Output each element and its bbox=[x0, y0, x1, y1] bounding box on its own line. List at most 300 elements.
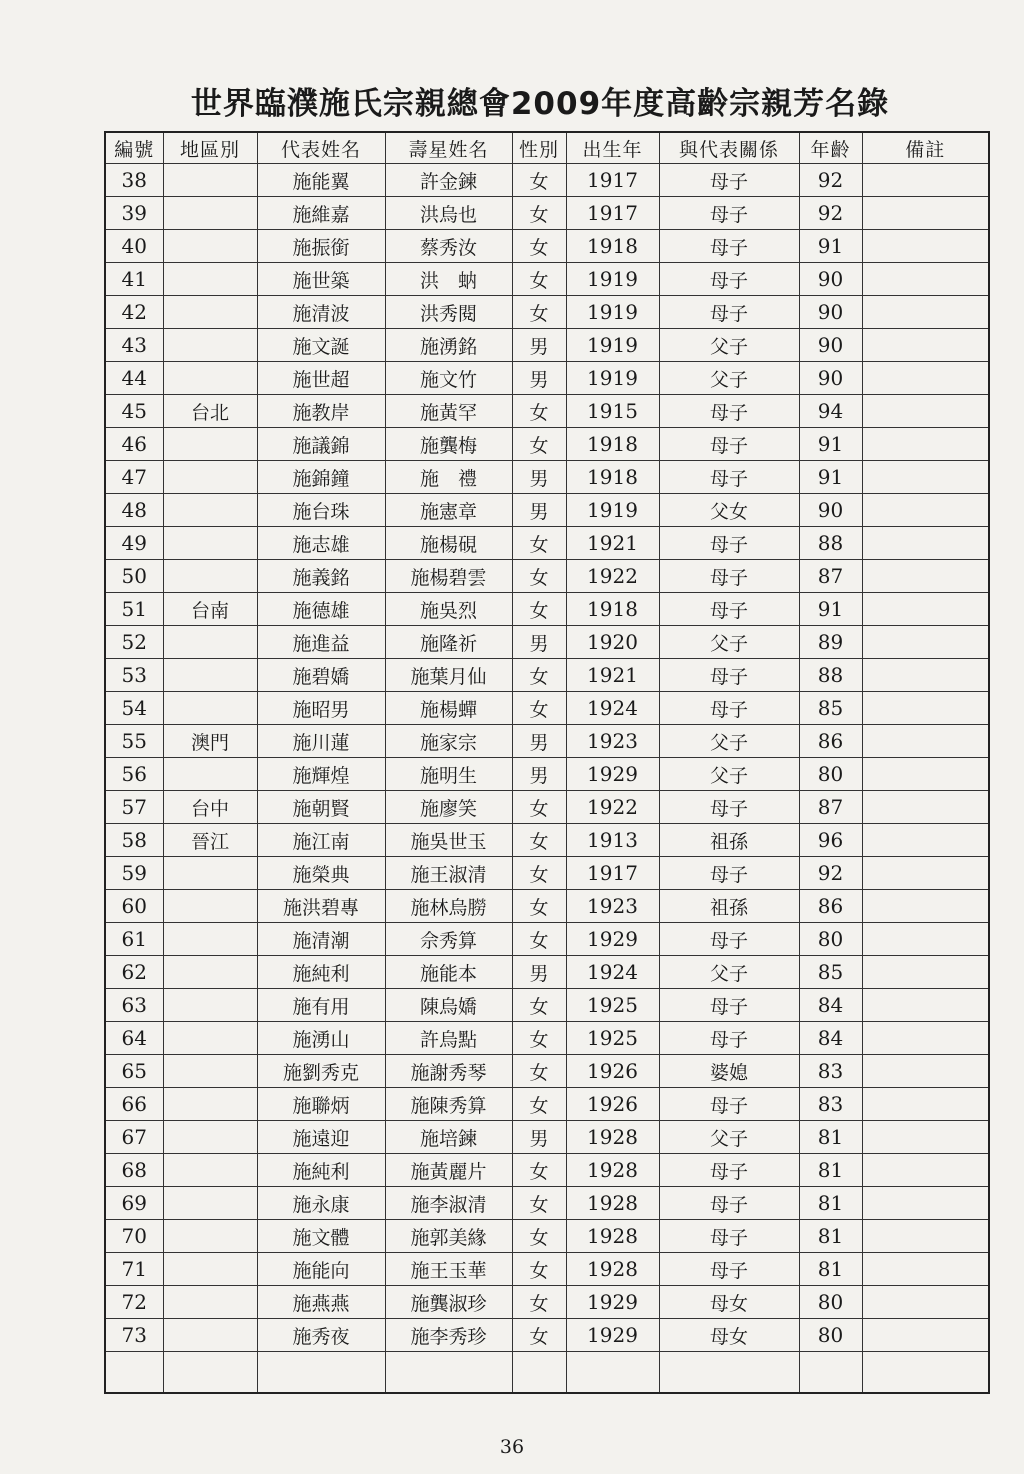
cell-region bbox=[163, 560, 257, 593]
cell-gender: 女 bbox=[512, 1253, 566, 1286]
cell-age: 83 bbox=[799, 1088, 862, 1121]
cell-birth-year: 1919 bbox=[566, 494, 659, 527]
cell-remarks bbox=[862, 164, 989, 197]
table-row bbox=[105, 692, 989, 725]
cell-number: 61 bbox=[105, 923, 163, 956]
table-row bbox=[105, 494, 989, 527]
cell-age: 86 bbox=[799, 725, 862, 758]
cell-elder-name: 施龔梅 bbox=[385, 428, 512, 461]
table-row bbox=[105, 1154, 989, 1187]
cell-gender: 女 bbox=[512, 923, 566, 956]
cell-relationship: 母子 bbox=[659, 197, 799, 230]
cell-birth-year: 1925 bbox=[566, 989, 659, 1022]
cell-remarks bbox=[862, 1319, 989, 1352]
cell-representative-name: 施純利 bbox=[257, 1154, 385, 1187]
cell-region: 台中 bbox=[163, 791, 257, 824]
cell-region bbox=[163, 1088, 257, 1121]
cell-gender: 男 bbox=[512, 461, 566, 494]
cell-representative-name: 施昭男 bbox=[257, 692, 385, 725]
cell-birth-year: 1923 bbox=[566, 725, 659, 758]
cell-representative-name: 施清波 bbox=[257, 296, 385, 329]
cell-representative-name: 施燕燕 bbox=[257, 1286, 385, 1319]
cell-birth-year: 1923 bbox=[566, 890, 659, 923]
cell-empty bbox=[163, 1352, 257, 1394]
cell-number: 55 bbox=[105, 725, 163, 758]
cell-remarks bbox=[862, 989, 989, 1022]
cell-number: 71 bbox=[105, 1253, 163, 1286]
cell-age: 90 bbox=[799, 494, 862, 527]
cell-number: 51 bbox=[105, 593, 163, 626]
cell-region: 晉江 bbox=[163, 824, 257, 857]
cell-elder-name: 施湧銘 bbox=[385, 329, 512, 362]
cell-birth-year: 1919 bbox=[566, 263, 659, 296]
cell-remarks bbox=[862, 296, 989, 329]
header-gender: 性別 bbox=[512, 132, 566, 164]
cell-number: 40 bbox=[105, 230, 163, 263]
header-representative-name: 代表姓名 bbox=[257, 132, 385, 164]
cell-number: 46 bbox=[105, 428, 163, 461]
cell-elder-name: 施陳秀算 bbox=[385, 1088, 512, 1121]
cell-number: 70 bbox=[105, 1220, 163, 1253]
table-row bbox=[105, 626, 989, 659]
cell-elder-name: 施 禮 bbox=[385, 461, 512, 494]
cell-elder-name: 施廖笑 bbox=[385, 791, 512, 824]
cell-gender: 女 bbox=[512, 1220, 566, 1253]
cell-age: 80 bbox=[799, 758, 862, 791]
cell-elder-name: 施隆祈 bbox=[385, 626, 512, 659]
cell-empty bbox=[257, 1352, 385, 1394]
cell-relationship: 母子 bbox=[659, 791, 799, 824]
cell-gender: 女 bbox=[512, 890, 566, 923]
cell-gender: 女 bbox=[512, 197, 566, 230]
cell-representative-name: 施清潮 bbox=[257, 923, 385, 956]
cell-elder-name: 施李淑清 bbox=[385, 1187, 512, 1220]
table-row bbox=[105, 1286, 989, 1319]
cell-age: 81 bbox=[799, 1253, 862, 1286]
cell-region bbox=[163, 1253, 257, 1286]
cell-remarks bbox=[862, 263, 989, 296]
table-row bbox=[105, 659, 989, 692]
table-row bbox=[105, 362, 989, 395]
cell-relationship: 母子 bbox=[659, 527, 799, 560]
cell-region bbox=[163, 296, 257, 329]
cell-birth-year: 1919 bbox=[566, 362, 659, 395]
table-row bbox=[105, 461, 989, 494]
cell-region bbox=[163, 527, 257, 560]
cell-region bbox=[163, 758, 257, 791]
table-row bbox=[105, 890, 989, 923]
cell-gender: 男 bbox=[512, 329, 566, 362]
table-row bbox=[105, 230, 989, 263]
header-birth-year: 出生年 bbox=[566, 132, 659, 164]
cell-remarks bbox=[862, 1187, 989, 1220]
cell-elder-name: 洪秀閱 bbox=[385, 296, 512, 329]
cell-number: 66 bbox=[105, 1088, 163, 1121]
table-row bbox=[105, 1319, 989, 1352]
cell-empty bbox=[799, 1352, 862, 1394]
cell-remarks bbox=[862, 1055, 989, 1088]
table-row bbox=[105, 164, 989, 197]
cell-age: 80 bbox=[799, 1319, 862, 1352]
cell-elder-name: 施謝秀琴 bbox=[385, 1055, 512, 1088]
cell-elder-name: 施林烏朥 bbox=[385, 890, 512, 923]
cell-representative-name: 施世築 bbox=[257, 263, 385, 296]
cell-number: 68 bbox=[105, 1154, 163, 1187]
cell-relationship: 祖孫 bbox=[659, 890, 799, 923]
cell-birth-year: 1919 bbox=[566, 329, 659, 362]
cell-region bbox=[163, 197, 257, 230]
cell-age: 90 bbox=[799, 362, 862, 395]
cell-elder-name: 施黃麗片 bbox=[385, 1154, 512, 1187]
cell-gender: 女 bbox=[512, 989, 566, 1022]
cell-birth-year: 1929 bbox=[566, 1286, 659, 1319]
cell-remarks bbox=[862, 593, 989, 626]
cell-number: 64 bbox=[105, 1022, 163, 1055]
cell-region bbox=[163, 263, 257, 296]
cell-remarks bbox=[862, 494, 989, 527]
cell-elder-name: 施楊蟬 bbox=[385, 692, 512, 725]
cell-number: 73 bbox=[105, 1319, 163, 1352]
cell-relationship: 母子 bbox=[659, 164, 799, 197]
cell-age: 91 bbox=[799, 461, 862, 494]
cell-remarks bbox=[862, 197, 989, 230]
cell-age: 84 bbox=[799, 989, 862, 1022]
cell-relationship: 母子 bbox=[659, 692, 799, 725]
cell-gender: 女 bbox=[512, 527, 566, 560]
cell-remarks bbox=[862, 1121, 989, 1154]
cell-relationship: 母子 bbox=[659, 428, 799, 461]
cell-region bbox=[163, 1220, 257, 1253]
cell-representative-name: 施德雄 bbox=[257, 593, 385, 626]
cell-elder-name: 施憲章 bbox=[385, 494, 512, 527]
cell-birth-year: 1913 bbox=[566, 824, 659, 857]
cell-elder-name: 施文竹 bbox=[385, 362, 512, 395]
cell-region bbox=[163, 362, 257, 395]
cell-representative-name: 施碧嬌 bbox=[257, 659, 385, 692]
cell-empty bbox=[105, 1352, 163, 1394]
cell-number: 65 bbox=[105, 1055, 163, 1088]
cell-gender: 男 bbox=[512, 725, 566, 758]
cell-representative-name: 施台珠 bbox=[257, 494, 385, 527]
cell-elder-name: 施能本 bbox=[385, 956, 512, 989]
cell-birth-year: 1922 bbox=[566, 560, 659, 593]
cell-gender: 女 bbox=[512, 1088, 566, 1121]
cell-age: 87 bbox=[799, 791, 862, 824]
cell-region bbox=[163, 494, 257, 527]
cell-elder-name: 洪烏也 bbox=[385, 197, 512, 230]
cell-age: 86 bbox=[799, 890, 862, 923]
table-row bbox=[105, 791, 989, 824]
cell-gender: 女 bbox=[512, 659, 566, 692]
table-row bbox=[105, 758, 989, 791]
cell-elder-name: 施楊硯 bbox=[385, 527, 512, 560]
cell-age: 81 bbox=[799, 1187, 862, 1220]
cell-region bbox=[163, 890, 257, 923]
cell-region bbox=[163, 1121, 257, 1154]
cell-gender: 女 bbox=[512, 395, 566, 428]
cell-region bbox=[163, 923, 257, 956]
cell-number: 44 bbox=[105, 362, 163, 395]
cell-remarks bbox=[862, 1088, 989, 1121]
cell-age: 80 bbox=[799, 923, 862, 956]
cell-age: 92 bbox=[799, 164, 862, 197]
table-row bbox=[105, 1088, 989, 1121]
cell-representative-name: 施錦鐘 bbox=[257, 461, 385, 494]
table-row bbox=[105, 923, 989, 956]
page-number: 36 bbox=[499, 1436, 525, 1458]
cell-gender: 女 bbox=[512, 164, 566, 197]
cell-gender: 女 bbox=[512, 296, 566, 329]
cell-region bbox=[163, 1187, 257, 1220]
cell-birth-year: 1929 bbox=[566, 923, 659, 956]
table-row bbox=[105, 725, 989, 758]
table-row bbox=[105, 395, 989, 428]
table-row bbox=[105, 956, 989, 989]
cell-age: 91 bbox=[799, 593, 862, 626]
cell-elder-name: 蔡秀汝 bbox=[385, 230, 512, 263]
cell-age: 91 bbox=[799, 230, 862, 263]
cell-birth-year: 1917 bbox=[566, 197, 659, 230]
cell-number: 67 bbox=[105, 1121, 163, 1154]
cell-region bbox=[163, 1319, 257, 1352]
cell-remarks bbox=[862, 230, 989, 263]
table-row bbox=[105, 329, 989, 362]
cell-region bbox=[163, 659, 257, 692]
cell-elder-name: 洪 蚋 bbox=[385, 263, 512, 296]
cell-region bbox=[163, 1286, 257, 1319]
cell-relationship: 婆媳 bbox=[659, 1055, 799, 1088]
table-row bbox=[105, 428, 989, 461]
cell-number: 58 bbox=[105, 824, 163, 857]
cell-age: 90 bbox=[799, 263, 862, 296]
table-row bbox=[105, 1055, 989, 1088]
table-row bbox=[105, 989, 989, 1022]
cell-elder-name: 施郭美緣 bbox=[385, 1220, 512, 1253]
cell-age: 85 bbox=[799, 692, 862, 725]
cell-region bbox=[163, 956, 257, 989]
cell-representative-name: 施能翼 bbox=[257, 164, 385, 197]
cell-relationship: 母子 bbox=[659, 1253, 799, 1286]
cell-number: 50 bbox=[105, 560, 163, 593]
cell-number: 63 bbox=[105, 989, 163, 1022]
cell-elder-name: 施家宗 bbox=[385, 725, 512, 758]
cell-region bbox=[163, 989, 257, 1022]
cell-remarks bbox=[862, 692, 989, 725]
cell-representative-name: 施秀夜 bbox=[257, 1319, 385, 1352]
cell-remarks bbox=[862, 923, 989, 956]
cell-age: 80 bbox=[799, 1286, 862, 1319]
cell-remarks bbox=[862, 329, 989, 362]
cell-empty bbox=[512, 1352, 566, 1394]
cell-age: 91 bbox=[799, 428, 862, 461]
cell-gender: 女 bbox=[512, 1319, 566, 1352]
cell-birth-year: 1915 bbox=[566, 395, 659, 428]
cell-elder-name: 施李秀珍 bbox=[385, 1319, 512, 1352]
table-row-empty bbox=[105, 1352, 989, 1394]
cell-gender: 女 bbox=[512, 1187, 566, 1220]
table-row bbox=[105, 527, 989, 560]
cell-relationship: 母女 bbox=[659, 1319, 799, 1352]
cell-relationship: 母子 bbox=[659, 1220, 799, 1253]
cell-relationship: 父子 bbox=[659, 362, 799, 395]
cell-age: 92 bbox=[799, 197, 862, 230]
cell-empty bbox=[659, 1352, 799, 1394]
cell-relationship: 父子 bbox=[659, 329, 799, 362]
cell-gender: 男 bbox=[512, 494, 566, 527]
cell-age: 89 bbox=[799, 626, 862, 659]
cell-number: 59 bbox=[105, 857, 163, 890]
cell-relationship: 母子 bbox=[659, 1088, 799, 1121]
cell-birth-year: 1928 bbox=[566, 1121, 659, 1154]
cell-relationship: 母子 bbox=[659, 263, 799, 296]
cell-birth-year: 1921 bbox=[566, 527, 659, 560]
cell-gender: 女 bbox=[512, 1286, 566, 1319]
cell-birth-year: 1924 bbox=[566, 956, 659, 989]
cell-region bbox=[163, 857, 257, 890]
cell-birth-year: 1922 bbox=[566, 791, 659, 824]
cell-representative-name: 施遠迎 bbox=[257, 1121, 385, 1154]
cell-region bbox=[163, 626, 257, 659]
cell-gender: 男 bbox=[512, 626, 566, 659]
cell-relationship: 父子 bbox=[659, 626, 799, 659]
cell-representative-name: 施文誕 bbox=[257, 329, 385, 362]
cell-representative-name: 施湧山 bbox=[257, 1022, 385, 1055]
cell-age: 81 bbox=[799, 1220, 862, 1253]
cell-representative-name: 施輝煌 bbox=[257, 758, 385, 791]
cell-age: 96 bbox=[799, 824, 862, 857]
cell-age: 90 bbox=[799, 296, 862, 329]
cell-birth-year: 1926 bbox=[566, 1088, 659, 1121]
header-age: 年齡 bbox=[799, 132, 862, 164]
cell-birth-year: 1921 bbox=[566, 659, 659, 692]
table-row bbox=[105, 593, 989, 626]
cell-number: 54 bbox=[105, 692, 163, 725]
cell-remarks bbox=[862, 428, 989, 461]
cell-representative-name: 施洪碧專 bbox=[257, 890, 385, 923]
cell-remarks bbox=[862, 956, 989, 989]
cell-region bbox=[163, 164, 257, 197]
cell-representative-name: 施純利 bbox=[257, 956, 385, 989]
cell-number: 56 bbox=[105, 758, 163, 791]
cell-region bbox=[163, 1154, 257, 1187]
cell-birth-year: 1918 bbox=[566, 428, 659, 461]
cell-region bbox=[163, 230, 257, 263]
cell-elder-name: 施培鍊 bbox=[385, 1121, 512, 1154]
table-row bbox=[105, 560, 989, 593]
table-row bbox=[105, 1253, 989, 1286]
cell-birth-year: 1919 bbox=[566, 296, 659, 329]
cell-elder-name: 施龔淑珍 bbox=[385, 1286, 512, 1319]
cell-number: 45 bbox=[105, 395, 163, 428]
cell-birth-year: 1926 bbox=[566, 1055, 659, 1088]
cell-remarks bbox=[862, 791, 989, 824]
cell-relationship: 母女 bbox=[659, 1286, 799, 1319]
cell-region bbox=[163, 1022, 257, 1055]
cell-relationship: 母子 bbox=[659, 659, 799, 692]
cell-representative-name: 施劉秀克 bbox=[257, 1055, 385, 1088]
cell-number: 41 bbox=[105, 263, 163, 296]
cell-age: 88 bbox=[799, 659, 862, 692]
cell-relationship: 母子 bbox=[659, 461, 799, 494]
cell-remarks bbox=[862, 857, 989, 890]
cell-age: 81 bbox=[799, 1121, 862, 1154]
cell-relationship: 父子 bbox=[659, 956, 799, 989]
cell-relationship: 母子 bbox=[659, 230, 799, 263]
cell-remarks bbox=[862, 1253, 989, 1286]
cell-number: 72 bbox=[105, 1286, 163, 1319]
cell-birth-year: 1929 bbox=[566, 758, 659, 791]
cell-number: 52 bbox=[105, 626, 163, 659]
cell-representative-name: 施江南 bbox=[257, 824, 385, 857]
cell-gender: 女 bbox=[512, 560, 566, 593]
cell-birth-year: 1918 bbox=[566, 230, 659, 263]
cell-representative-name: 施義銘 bbox=[257, 560, 385, 593]
cell-elder-name: 施黃罕 bbox=[385, 395, 512, 428]
cell-relationship: 母子 bbox=[659, 989, 799, 1022]
cell-relationship: 母子 bbox=[659, 923, 799, 956]
cell-representative-name: 施有用 bbox=[257, 989, 385, 1022]
cell-birth-year: 1917 bbox=[566, 164, 659, 197]
cell-gender: 女 bbox=[512, 692, 566, 725]
cell-number: 38 bbox=[105, 164, 163, 197]
cell-representative-name: 施文體 bbox=[257, 1220, 385, 1253]
cell-elder-name: 施吳烈 bbox=[385, 593, 512, 626]
cell-relationship: 父子 bbox=[659, 758, 799, 791]
cell-relationship: 母子 bbox=[659, 395, 799, 428]
cell-empty bbox=[566, 1352, 659, 1394]
header-elder-name: 壽星姓名 bbox=[385, 132, 512, 164]
cell-remarks bbox=[862, 527, 989, 560]
cell-remarks bbox=[862, 1286, 989, 1319]
elderly-roster-table bbox=[104, 131, 990, 1394]
cell-age: 83 bbox=[799, 1055, 862, 1088]
cell-elder-name: 施楊碧雲 bbox=[385, 560, 512, 593]
header-number: 編號 bbox=[105, 132, 163, 164]
cell-relationship: 母子 bbox=[659, 857, 799, 890]
cell-region: 澳門 bbox=[163, 725, 257, 758]
cell-elder-name: 佘秀算 bbox=[385, 923, 512, 956]
cell-remarks bbox=[862, 659, 989, 692]
cell-region bbox=[163, 329, 257, 362]
cell-elder-name: 施王淑清 bbox=[385, 857, 512, 890]
cell-representative-name: 施世超 bbox=[257, 362, 385, 395]
table-row bbox=[105, 824, 989, 857]
cell-remarks bbox=[862, 395, 989, 428]
cell-elder-name: 施明生 bbox=[385, 758, 512, 791]
cell-number: 69 bbox=[105, 1187, 163, 1220]
cell-age: 94 bbox=[799, 395, 862, 428]
cell-age: 84 bbox=[799, 1022, 862, 1055]
table-row bbox=[105, 1022, 989, 1055]
cell-gender: 男 bbox=[512, 758, 566, 791]
cell-number: 49 bbox=[105, 527, 163, 560]
cell-number: 39 bbox=[105, 197, 163, 230]
cell-number: 62 bbox=[105, 956, 163, 989]
cell-gender: 女 bbox=[512, 263, 566, 296]
cell-remarks bbox=[862, 1154, 989, 1187]
cell-gender: 女 bbox=[512, 857, 566, 890]
cell-representative-name: 施聯炳 bbox=[257, 1088, 385, 1121]
cell-age: 87 bbox=[799, 560, 862, 593]
cell-relationship: 母子 bbox=[659, 1022, 799, 1055]
cell-representative-name: 施進益 bbox=[257, 626, 385, 659]
cell-empty bbox=[385, 1352, 512, 1394]
cell-gender: 女 bbox=[512, 1154, 566, 1187]
cell-birth-year: 1918 bbox=[566, 593, 659, 626]
cell-relationship: 母子 bbox=[659, 560, 799, 593]
cell-gender: 女 bbox=[512, 230, 566, 263]
cell-remarks bbox=[862, 758, 989, 791]
